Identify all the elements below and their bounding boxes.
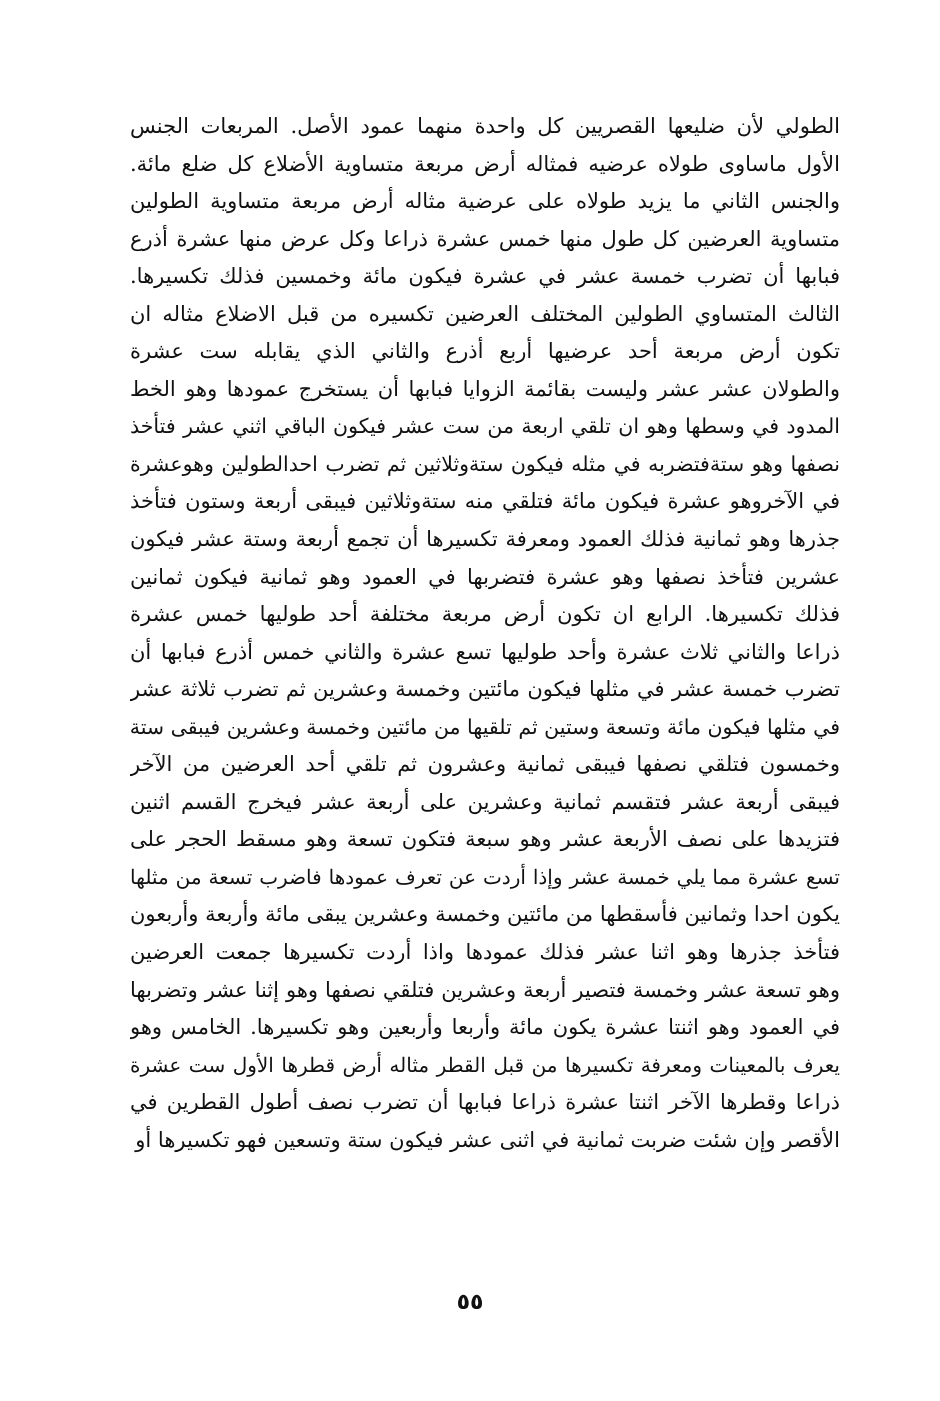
text-line-4: متساوية العرضين كل طول منها خمس عشرة ذراعا وكل عرض منها عشرة أذرع [130, 226, 840, 251]
text-line-5: فبابها أن تضرب خمسة عشر في عشرة فيكون مائة وخمسين فذلك تكسيرها. [130, 264, 840, 289]
text-line-18: وخمسون فتلقي نصفها فيبقى ثمانية وعشرون ثم تلقي أحد العرضين من الآخر [130, 752, 840, 777]
text-line-15: ذراعا والثاني ثلاث عشرة وأحد طوليها تسع عشرة والثاني خمس أذرع فبابها أن [130, 639, 840, 664]
text-line-9: المدود في وسطها وهو ان تلقي اربعة من ست عشر فيكون الباقي اثني عشر فتأخذ [130, 414, 840, 439]
text-line-21: تسع عشرة مما يلي خمسة عشر وإذا أردت عن تعرف عمودها فاضرب تسعة من مثلها [130, 864, 840, 889]
text-line-14: فذلك تكسيرها. الرابع ان تكون أرض مربعة مختلفة أحد طوليها خمس عشرة [130, 602, 840, 627]
text-line-1: الطولي لأن ضليعها القصريين كل واحدة منهما عمود الأصل. المربعات الجنس [130, 114, 840, 138]
text-line-24: وهو تسعة عشر وخمسة فتصير أربعة وعشرين فتلقي نصفها وهو إثنا عشر وتضربها [130, 977, 840, 1002]
text-line-22: يكون احدا وثمانين فأسقطها من مائتين وخمسة وعشرين يبقى مائة وأربعة وأربعون [130, 902, 840, 927]
text-line-11: في الآخروهو عشرة فيكون مائة فتلقي منه ستةوثلاثين فيبقى أربعة وستون فتأخذ [130, 489, 840, 514]
text-line-25: في العمود وهو اثنتا عشرة يكون مائة وأربعا وأربعين وهو تكسيرها. الخامس وهو [130, 1015, 840, 1040]
text-line-8: والطولان عشر عشر وليست بقائمة الزوايا فبابها أن يستخرج عمودها وهو الخط [130, 376, 840, 401]
body-text [130, 108, 840, 1159]
text-line-28: الأقصر وإن شئت ضربت ثمانية في اثنى عشر فيكون ستة وتسعين فهو تكسيرها أو [135, 1127, 840, 1152]
text-line-19: فيبقى أربعة عشر فتقسم ثمانية وعشرين على أربعة عشر فيخرج القسم اثنين [130, 789, 840, 814]
text-line-2: الأول ماساوى طولاه عرضيه فمثاله أرض مربعة متساوية الأضلاع كل ضلع مائة. [130, 151, 840, 176]
text-line-7: تكون أرض مربعة أحد عرضيها أربع أذرع والثاني الذي يقابله ست عشرة [130, 339, 840, 364]
text-line-10: نصفها وهو ستةفتضربه في مثله فيكون ستةوثلاثين ثم تضرب احدالطولين وهوعشرة [130, 451, 840, 476]
text-line-26: يعرف بالمعينات ومعرفة تكسيرها من قبل القطر مثاله أرض قطرها الأول ست عشرة [130, 1052, 840, 1077]
text-line-12: جذرها وهو ثمانية فذلك العمود ومعرفة تكسيرها أن تجمع أربعة وستة عشر فيكون [130, 527, 840, 552]
text-line-23: فتأخذ جذرها وهو اثنا عشر فذلك عمودها واذا أردت تكسيرها جمعت العرضين [130, 940, 840, 965]
text-line-20: فتزيدها على نصف الأربعة عشر وهو سبعة فتكون تسعة وهو مسقط الحجر على [130, 827, 840, 852]
text-line-27: ذراعا وقطرها الآخر اثنتا عشرة ذراعا فبابها أن تضرب نصف أطول القطرين في [130, 1090, 840, 1115]
text-line-16: تضرب خمسة عشر في مثلها فيكون مائتين وخمسة وعشرين ثم تضرب ثلاثة عشر [130, 677, 840, 702]
text-line-13: عشرين فتأخذ نصفها وهو عشرة فتضربها في العمود وهو ثمانية فيكون ثمانين [130, 564, 840, 589]
text-line-17: في مثلها فيكون مائة وتسعة وستين ثم تلقيها من مائتين وخمسة وعشرين فيبقى ستة [130, 714, 840, 739]
text-line-3: والجنس الثاني ما يزيد طولاه على عرضية مثاله أرض مربعة متساوية الطولين [130, 189, 840, 214]
page-number: ٥٥ [456, 1290, 484, 1315]
text-line-6: الثالث المتساوي الطولين المختلف العرضين تكسيره من قبل الاضلاع مثاله ان [130, 301, 840, 326]
